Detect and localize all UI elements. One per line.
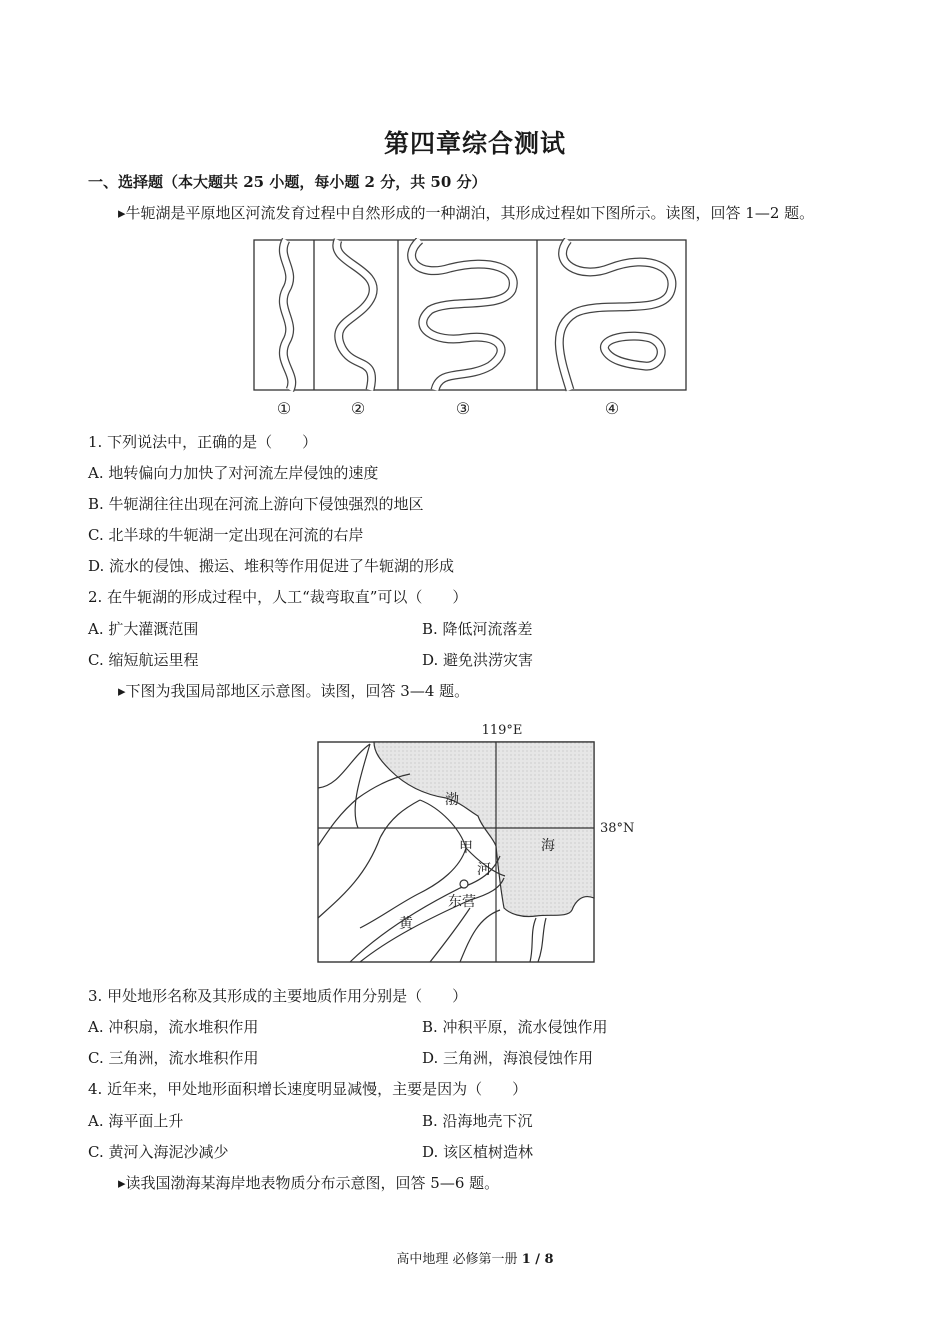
question-1-option-b: B. 牛轭湖往往出现在河流上游向下侵蚀强烈的地区 bbox=[88, 495, 424, 513]
oxbow-lake-figure bbox=[250, 238, 690, 420]
bohai-label-2: 海 bbox=[541, 838, 555, 854]
lon-label: 119°E bbox=[481, 723, 523, 738]
jia-label: 甲 bbox=[459, 840, 473, 856]
figure-label-2: ② bbox=[350, 399, 366, 418]
yellow-river-delta-map bbox=[310, 718, 650, 968]
question-4-option-d: D. 该区植树造林 bbox=[422, 1143, 534, 1161]
page-number: 1 / 8 bbox=[521, 1252, 554, 1267]
footer-text: 高中地理 必修第一册 bbox=[396, 1252, 522, 1267]
figure-label-4: ④ bbox=[604, 399, 620, 418]
huang-label: 黄 bbox=[399, 916, 413, 932]
question-4-option-a: A. 海平面上升 bbox=[88, 1112, 184, 1130]
intro-map: ▸下图为我国局部地区示意图。读图，回答 3—4 题。 bbox=[118, 682, 470, 700]
question-2-option-d: D. 避免洪涝灾害 bbox=[422, 651, 534, 669]
figure-label-3: ③ bbox=[455, 399, 471, 418]
lat-label: 38°N bbox=[600, 821, 635, 836]
question-1-stem: 1. 下列说法中，正确的是（ ） bbox=[88, 433, 318, 451]
dongying-label: 东营 bbox=[448, 894, 476, 910]
page-title: 第四章综合测试 bbox=[383, 129, 566, 158]
question-2-option-a: A. 扩大灌溉范围 bbox=[88, 620, 199, 638]
question-1-option-c: C. 北半球的牛轭湖一定出现在河流的右岸 bbox=[88, 526, 364, 544]
question-1-option-d: D. 流水的侵蚀、搬运、堆积等作用促进了牛轭湖的形成 bbox=[88, 557, 455, 575]
bohai-label-1: 渤 bbox=[445, 792, 459, 808]
question-2-option-b: B. 降低河流落差 bbox=[422, 620, 533, 638]
page-footer bbox=[0, 1248, 950, 1267]
he-label: 河 bbox=[477, 862, 491, 878]
intro-oxbow: ▸牛轭湖是平原地区河流发育过程中自然形成的一种湖泊，其形成过程如下图所示。读图，回答 1—2 题。 bbox=[118, 204, 815, 222]
question-4-option-b: B. 沿海地壳下沉 bbox=[422, 1112, 533, 1130]
question-4-option-c: C. 黄河入海泥沙减少 bbox=[88, 1143, 229, 1161]
question-3-option-b: B. 冲积平原，流水侵蚀作用 bbox=[422, 1018, 608, 1036]
figure-label-1: ① bbox=[276, 399, 292, 418]
question-3-option-a: A. 冲积扇，流水堆积作用 bbox=[88, 1018, 259, 1036]
section-heading: 一、选择题（本大题共 25 小题，每小题 2 分，共 50 分） bbox=[88, 173, 487, 191]
question-1-option-a: A. 地转偏向力加快了对河流左岸侵蚀的速度 bbox=[88, 464, 379, 482]
question-3-stem: 3. 甲处地形名称及其形成的主要地质作用分别是（ ） bbox=[88, 987, 468, 1005]
question-3-option-d: D. 三角洲，海浪侵蚀作用 bbox=[422, 1049, 594, 1067]
question-2-stem: 2. 在牛轭湖的形成过程中，人工“裁弯取直”可以（ ） bbox=[88, 588, 468, 606]
intro-coast: ▸读我国渤海某海岸地表物质分布示意图，回答 5—6 题。 bbox=[118, 1174, 500, 1192]
question-4-stem: 4. 近年来，甲处地形面积增长速度明显减慢，主要是因为（ ） bbox=[88, 1080, 528, 1098]
question-2-option-c: C. 缩短航运里程 bbox=[88, 651, 199, 669]
question-3-option-c: C. 三角洲，流水堆积作用 bbox=[88, 1049, 259, 1067]
